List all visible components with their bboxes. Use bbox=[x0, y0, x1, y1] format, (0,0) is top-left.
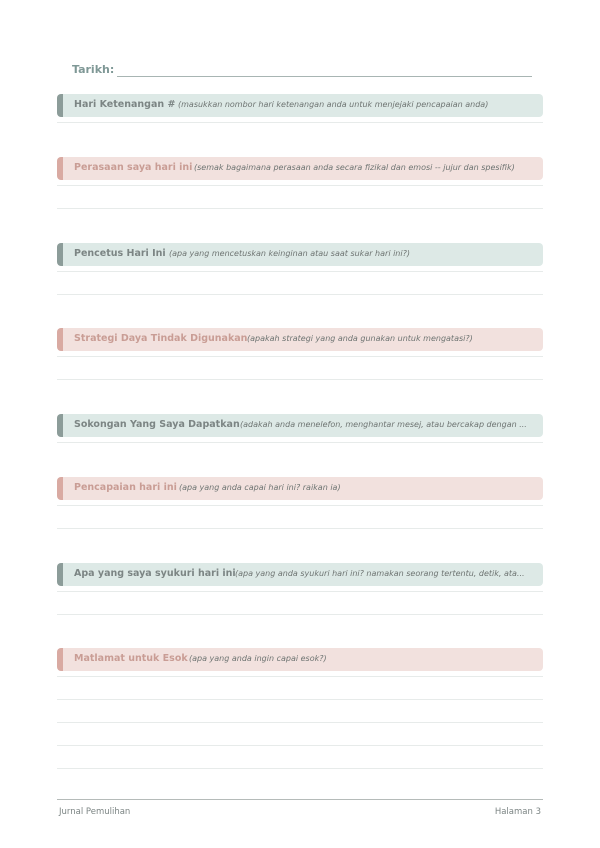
footer-divider bbox=[57, 799, 543, 800]
writing-line[interactable] bbox=[57, 722, 543, 723]
section-achievements bbox=[57, 477, 543, 500]
section-title: Strategi Daya Tindak Digunakan bbox=[74, 333, 248, 344]
section-hint: (apa yang anda capai hari ini? raikan ia) bbox=[179, 483, 341, 492]
writing-line[interactable] bbox=[57, 356, 543, 357]
section-title: Pencapaian hari ini bbox=[74, 482, 177, 493]
section-triggers bbox=[57, 243, 543, 266]
section-hint: (semak bagaimana perasaan anda secara fizikal dan emosi -- jujur dan spesifik) bbox=[194, 163, 515, 172]
section-support bbox=[57, 414, 543, 437]
section-title: Perasaan saya hari ini bbox=[74, 162, 193, 173]
section-hint: (apakah strategi yang anda gunakan untuk mengatasi?) bbox=[247, 334, 473, 343]
writing-line[interactable] bbox=[57, 505, 543, 506]
section-gratitude bbox=[57, 563, 543, 586]
date-label: Tarikh: bbox=[72, 63, 115, 76]
writing-line[interactable] bbox=[57, 614, 543, 615]
writing-line[interactable] bbox=[57, 379, 543, 380]
writing-line[interactable] bbox=[57, 591, 543, 592]
date-input-line[interactable] bbox=[117, 76, 532, 77]
writing-line[interactable] bbox=[57, 185, 543, 186]
writing-line[interactable] bbox=[57, 271, 543, 272]
writing-line[interactable] bbox=[57, 208, 543, 209]
section-hint: (adakah anda menelefon, menghantar mesej, atau bercakap dengan ... bbox=[240, 420, 527, 429]
writing-line[interactable] bbox=[57, 528, 543, 529]
footer-title: Jurnal Pemulihan bbox=[59, 807, 131, 817]
section-hint: (apa yang mencetuskan keinginan atau saat sukar hari ini?) bbox=[169, 249, 410, 258]
section-coping-strategy bbox=[57, 328, 543, 351]
writing-line[interactable] bbox=[57, 294, 543, 295]
section-title: Matlamat untuk Esok bbox=[74, 653, 188, 664]
section-hint: (apa yang anda ingin capai esok?) bbox=[189, 654, 327, 663]
section-title: Apa yang saya syukuri hari ini bbox=[74, 568, 236, 579]
writing-line[interactable] bbox=[57, 676, 543, 677]
section-day-count bbox=[57, 94, 543, 117]
writing-line[interactable] bbox=[57, 122, 543, 123]
writing-line[interactable] bbox=[57, 699, 543, 700]
writing-line[interactable] bbox=[57, 442, 543, 443]
section-title: Hari Ketenangan # bbox=[74, 99, 176, 110]
section-hint: (apa yang anda syukuri hari ini? namakan seorang tertentu, detik, ata... bbox=[235, 569, 525, 578]
section-hint: (masukkan nombor hari ketenangan anda untuk menjejaki pencapaian anda) bbox=[178, 100, 489, 109]
section-tomorrow-goals bbox=[57, 648, 543, 671]
writing-line[interactable] bbox=[57, 745, 543, 746]
section-feelings bbox=[57, 157, 543, 180]
date-row bbox=[72, 62, 532, 80]
page-number: Halaman 3 bbox=[494, 807, 541, 817]
section-title: Pencetus Hari Ini bbox=[74, 248, 166, 259]
writing-line[interactable] bbox=[57, 768, 543, 769]
section-title: Sokongan Yang Saya Dapatkan bbox=[74, 419, 240, 430]
